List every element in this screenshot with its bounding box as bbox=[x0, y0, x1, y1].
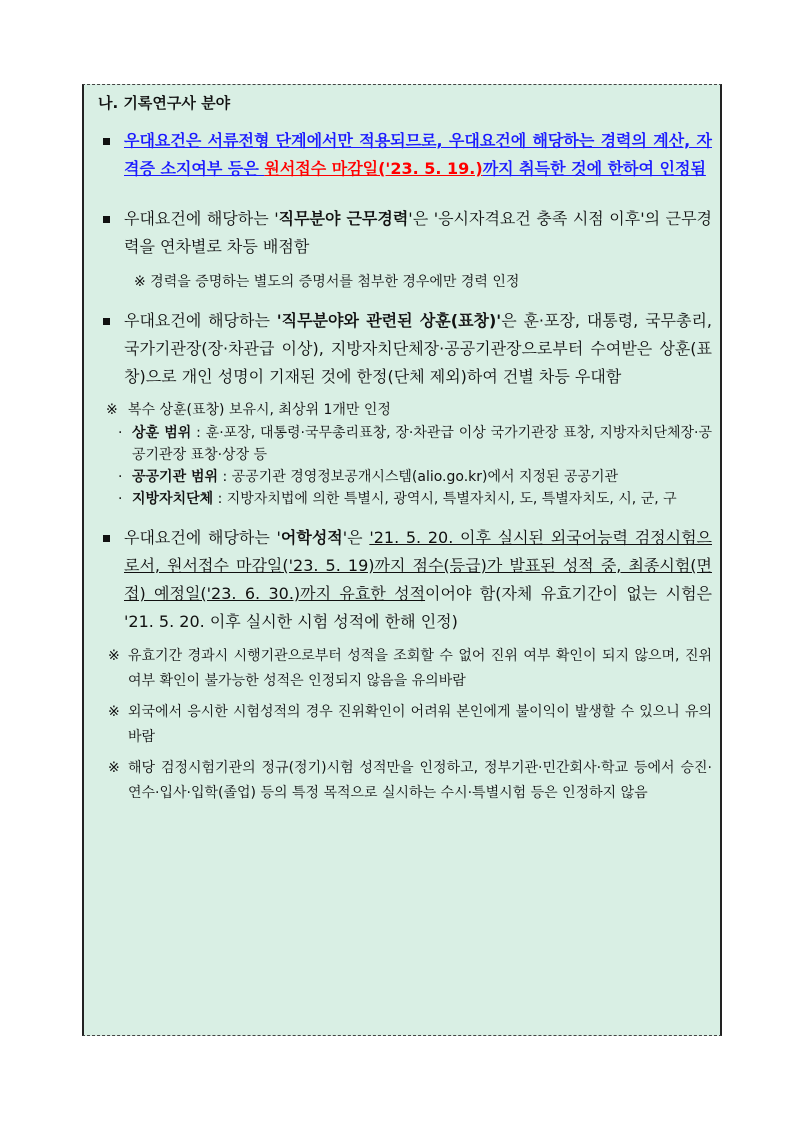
bullet4-text-c: '은 bbox=[342, 528, 370, 547]
dot-mark: · bbox=[118, 491, 123, 507]
dot-local-government bbox=[98, 488, 712, 510]
note-mark: ※ bbox=[108, 760, 120, 776]
note-foreign-test-text: 외국에서 응시한 시험성적의 경우 진위확인이 어려워 본인에게 불이익이 발생할 수 있으니 유의바람 bbox=[128, 704, 712, 745]
bullet4-underlined: '21. 5. 20. 이후 실시된 외국어능력 검정시험으로서, 원서접수 마감일('23. 5. 19)까지 점수(등급)가 발표된 성적 중, 최종시험(면접) 예정일('23. 6. 30.)까지 유효한 성적 bbox=[124, 528, 712, 603]
dot-text: : 지방자치법에 의한 특별시, 광역시, 특별자치시, 도, 특별자치도, 시, 군, 구 bbox=[213, 491, 677, 507]
dot-text: : 훈·포장, 대통령·국무총리표창, 장·차관급 이상 국가기관장 표창, 지방자치단체장·공공기관장 표창·상장 등 bbox=[132, 425, 712, 463]
dot-mark: · bbox=[118, 425, 123, 441]
note-validity bbox=[98, 644, 712, 694]
bullet4-bold: 어학성적 bbox=[280, 528, 343, 547]
dot-award-scope bbox=[98, 422, 712, 466]
note-regular-test-only-text: 해당 검정시험기관의 정규(정기)시험 성적만을 인정하고, 정부기관·민간회사·학교 등에서 승진·연수·입사·입학(졸업) 등의 특정 목적으로 실시하는 수시·특별시험 등은 인정하지 않음 bbox=[128, 760, 712, 801]
bullet1-text-b: 까지 취득한 것에 한하여 인정됨 bbox=[482, 159, 706, 178]
bullet3-text-c: 은 훈·포장, 대통령, 국무총리, 국가기관장(장·차관급 이상), 지방자치단체장·공공기관장으로부터 수여받은 상훈(표창)으로 개인 성명이 기재된 것에 한정(단체 제외)하여 건별 차등 우대함 bbox=[124, 311, 712, 386]
bullet1-deadline: 원서접수 마감일('23. 5. 19.) bbox=[264, 159, 483, 178]
dot-public-institution-scope bbox=[98, 466, 712, 488]
square-bullet-icon bbox=[103, 535, 110, 542]
bullet2-bold: 직무분야 근무경력 bbox=[278, 209, 409, 228]
note-validity-text: 유효기간 경과시 시행기관으로부터 성적을 조회할 수 없어 진위 여부 확인이 되지 않으며, 진위 여부 확인이 불가능한 성적은 인정되지 않음을 유의바람 bbox=[128, 648, 712, 689]
bullet2-text-c: '은 '응시자격요건 충족 시점 이후'의 근무경력을 연차별로 차등 배점함 bbox=[124, 209, 712, 256]
spacer bbox=[98, 510, 712, 524]
note-multiple-awards-text: 복수 상훈(표창) 보유시, 최상위 1개만 인정 bbox=[128, 402, 391, 418]
note-mark: ※ bbox=[108, 648, 120, 664]
square-bullet-icon bbox=[103, 138, 110, 145]
dot-label: 상훈 범위 bbox=[132, 425, 192, 441]
bullet4-text-e: 이어야 함(자체 유효기간이 없는 시험은 '21. 5. 20. 이후 실시한 시험 성적에 한해 인정) bbox=[124, 584, 712, 631]
bullet4-text-a: 우대요건에 해당하는 ' bbox=[124, 528, 281, 547]
square-bullet-icon bbox=[103, 216, 110, 223]
note-regular-test-only bbox=[98, 756, 712, 806]
dot-label: 지방자치단체 bbox=[132, 491, 214, 507]
note-multiple-awards bbox=[98, 399, 712, 422]
square-bullet-icon bbox=[103, 318, 110, 325]
dot-mark: · bbox=[118, 469, 123, 485]
bullet-preference-scope bbox=[98, 127, 712, 183]
note-mark: ※ bbox=[108, 704, 120, 720]
note-experience-proof: ※ 경력을 증명하는 별도의 증명서를 첨부한 경우에만 경력 인정 bbox=[134, 274, 520, 290]
bullet-language-score bbox=[98, 524, 712, 636]
bullet3-bold: '직무분야와 관련된 상훈(표창)' bbox=[276, 311, 502, 330]
dot-label: 공공기관 범위 bbox=[132, 469, 219, 485]
dot-text: : 공공기관 경영정보공개시스템(alio.go.kr)에서 지정된 공공기관 bbox=[218, 469, 619, 485]
bullet1-text-a: 우대요건은 서류전형 단계에서만 적용되므로, 우대요건에 해당하는 경력의 계산, 자격증 소지여부 등은 bbox=[124, 131, 712, 178]
bullet2-text-a: 우대요건에 해당하는 ' bbox=[124, 209, 279, 228]
note-mark: ※ bbox=[106, 402, 118, 418]
section-heading: 나. 기록연구사 분야 bbox=[98, 94, 231, 112]
notice-box bbox=[82, 84, 722, 1036]
note-foreign-test bbox=[98, 700, 712, 750]
bullet3-text-a: 우대요건에 해당하는 bbox=[124, 311, 277, 330]
bullet-awards bbox=[98, 307, 712, 391]
bullet-work-experience bbox=[98, 205, 712, 261]
